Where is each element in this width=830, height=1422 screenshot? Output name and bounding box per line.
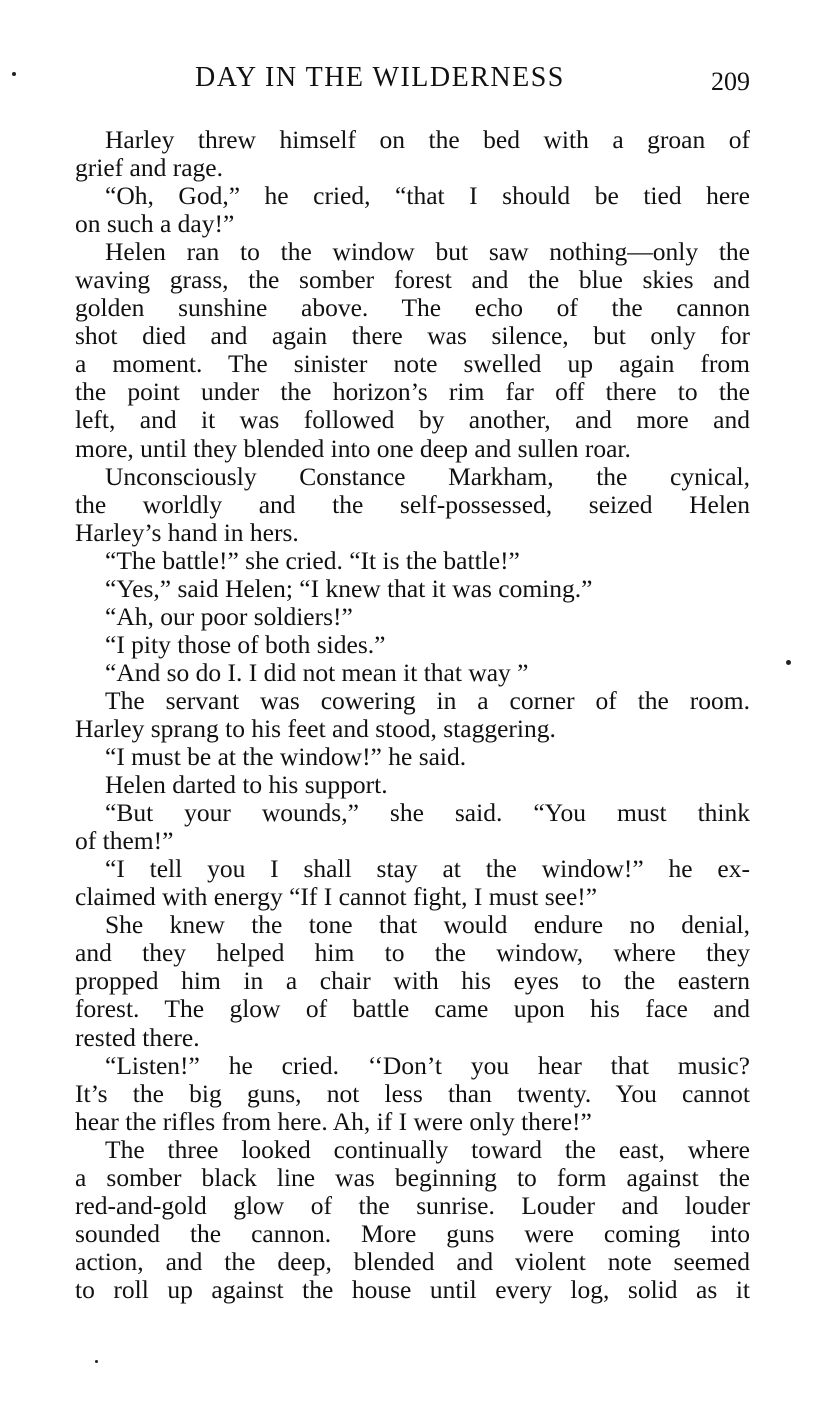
text-line: forest. The glow of battle came upon his face and xyxy=(75,995,750,1024)
text-line: “And so do I. I did not mean it that way ” xyxy=(105,658,529,687)
text-line: grief and rage. xyxy=(75,154,223,183)
text-line: It’s the big guns, not less than twenty. You cannot xyxy=(75,1079,750,1108)
text-line: “Ah, our poor soldiers!” xyxy=(105,602,353,631)
text-line: waving grass, the somber forest and the blue skies and xyxy=(75,266,750,295)
text-line: Unconsciously Constance Markham, the cynical, xyxy=(105,462,750,491)
text-line: “Oh, God,” he cried, “that I should be tied here xyxy=(105,182,750,211)
text-line: rested there. xyxy=(75,1023,200,1052)
text-line: red-and-gold glow of the sunrise. Louder and louder xyxy=(75,1191,750,1220)
text-line: on such a day!” xyxy=(75,210,235,239)
text-line: The servant was cowering in a corner of the room. xyxy=(105,686,750,715)
body-text xyxy=(75,126,750,1304)
text-line: the point under the horizon’s rim far off there to the xyxy=(75,378,750,407)
print-speck xyxy=(786,660,791,665)
text-line: propped him in a chair with his eyes to the eastern xyxy=(75,967,750,996)
text-line: Harley’s hand in hers. xyxy=(75,518,299,547)
text-line: a moment. The sinister note swelled up again from xyxy=(75,350,750,379)
running-title: DAY IN THE WILDERNESS xyxy=(195,62,565,93)
text-line: to roll up against the house until every log, solid as it xyxy=(75,1275,750,1304)
text-line: golden sunshine above. The echo of the cannon xyxy=(75,294,750,323)
text-line: more, until they blended into one deep and sullen roar. xyxy=(75,434,631,463)
text-line: She knew the tone that would endure no denial, xyxy=(105,911,750,940)
text-line: hear the rifles from here. Ah, if I were only there!” xyxy=(75,1107,592,1136)
text-line: and they helped him to the window, where they xyxy=(75,939,750,968)
text-line: Harley threw himself on the bed with a groan of xyxy=(105,126,750,154)
text-line: claimed with energy “If I cannot fight, I must see!” xyxy=(75,883,598,912)
text-line: a somber black line was beginning to form against the xyxy=(75,1163,750,1192)
text-line: shot died and again there was silence, but only for xyxy=(75,322,750,351)
text-line: “I tell you I shall stay at the window!” he ex- xyxy=(105,855,750,884)
text-line: “I pity those of both sides.” xyxy=(105,630,386,659)
running-head xyxy=(75,60,750,100)
text-line: “The battle!” she cried. “It is the battle!” xyxy=(105,546,520,575)
text-line: “Listen!” he cried. ‘‘Don’t you hear that music? xyxy=(105,1051,750,1080)
print-speck xyxy=(95,1360,98,1363)
text-line: “Yes,” said Helen; “I knew that it was coming.” xyxy=(105,574,593,603)
text-line: Harley sprang to his feet and stood, staggering. xyxy=(75,714,556,743)
text-line: “I must be at the window!” he said. xyxy=(105,743,467,772)
text-line: The three looked continually toward the east, where xyxy=(105,1135,750,1164)
print-speck xyxy=(12,72,16,76)
text-line: “But your wounds,” she said. “You must think xyxy=(105,799,750,828)
text-line: sounded the cannon. More guns were coming into xyxy=(75,1219,750,1248)
text-line: of them!” xyxy=(75,827,174,856)
text-line: action, and the deep, blended and violent note seemed xyxy=(75,1247,750,1276)
page-number: 209 xyxy=(711,67,750,96)
text-line: Helen darted to his support. xyxy=(105,771,388,800)
text-line: the worldly and the self-possessed, seized Helen xyxy=(75,490,750,519)
text-line: Helen ran to the window but saw nothing—only the xyxy=(105,238,750,267)
text-line: left, and it was followed by another, and more and xyxy=(75,406,750,435)
